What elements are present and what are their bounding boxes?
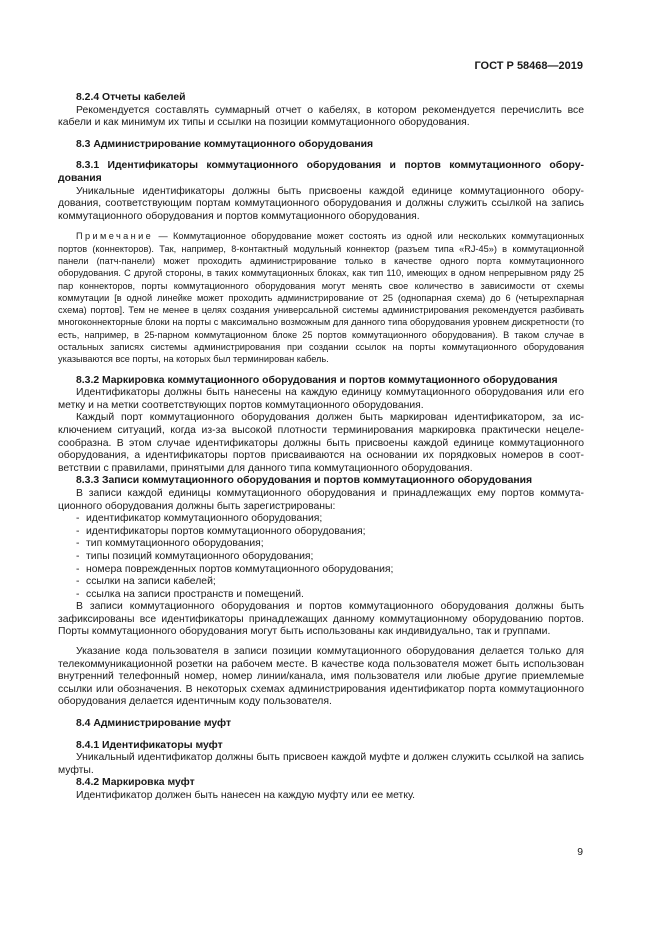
note-label: Примечание	[76, 231, 154, 242]
document-body	[58, 92, 584, 803]
section-8-3-2-paragraph-1: Идентификаторы должны быть нанесены на каждую единицу коммутационного оборудования или его метку и на метки соответствующих портов коммутационного оборудования.	[58, 387, 584, 411]
page-number: 9	[577, 847, 583, 858]
section-8-3-3-paragraph-2: В записи коммутационного оборудования и портов коммутационного оборудования должны быть зафиксированы все идентификаторы принадлежащих данному коммутационному оборудованию портов. Порты коммутационного оборудования могут быть использованы как индивидуально, так и группами.	[58, 601, 584, 638]
section-8-2-4-title: 8.2.4 Отчеты кабелей	[76, 92, 186, 103]
section-8-3-1-paragraph: Уникальные идентификаторы должны быть присвоены каждой единице коммутационного оборудования, соответствующим портам коммутационного оборудования и должны служить ссылкой на запись коммутационного оборудования и портов коммутационного оборудования.	[58, 185, 584, 222]
list-item: - ссылка на записи пространств и помещений.	[76, 589, 584, 602]
section-8-3-3-title: 8.3.3 Записи коммутационного оборудования и портов коммутационного оборудования	[76, 475, 533, 487]
note-text: — Коммутационное оборудование может состоять из одной или нескольких коммутационных портов (коннекторов). Так, например, 8-контактный модульный коннектор (разъем типа «RJ-45») в коммутационной панели (патч-панели) может проходить администрирование только в качестве одного порта коммутационного оборудования. С другой стороны, в таких коммутационных блоках, как тип 110, имеющих в одном непрерывном ряду 25 пар коннекторов, порты коммутационного оборудования могут менять свое количество в зависимости от схемы коммутации [в одной линейке может проходить администрирование от 25 (однопарная схема) до 6 (четырехпарная схема) портов]. Тем не менее в целях создания универсальной системы администрирования рекомендуется разбивать многоконнекторные блоки на порты с максимально возможным для данного типа оборудования уровнем дискретности (то есть, например, в 25-парном коммутационном блоке 25 портов коммутационного оборудования). В таком случае в остальных записях системы администрирования при создании ссылок на порты коммутационного оборудования указываются все порты, на которых был терминирован кабель.	[58, 231, 584, 365]
list-item: - идентификатор коммутационного оборудования;	[76, 513, 584, 526]
section-8-4-2-paragraph: Идентификатор должен быть нанесен на каждую муфту или ее метку.	[76, 790, 416, 802]
section-8-3-2-title: 8.3.2 Маркировка коммутационного оборудования и портов коммутационного оборудования	[76, 374, 558, 386]
list-item: - ссылки на записи кабелей;	[76, 576, 584, 589]
standard-number: ГОСТ Р 58468—2019	[474, 60, 583, 72]
section-8-3-title: 8.3 Администрирование коммутационного оборудования	[76, 138, 374, 150]
list-item: - тип коммутационного оборудования;	[76, 538, 584, 551]
section-8-4-title: 8.4 Администрирование муфт	[76, 718, 232, 730]
section-8-3-1-title: 8.3.1 Идентификаторы коммутационного оборудования и портов коммутационного оборудования	[58, 160, 584, 184]
section-8-3-2-paragraph-2: Каждый порт коммутационного оборудования должен быть маркирован идентификатором, за исключением ситуаций, когда из-за высокой плотности терминирования маркировка практически нецелесообразна. В этом случае идентификаторы должны быть присвоены каждой единице коммутационного оборудования, а идентификаторы портов присваиваются на основании их порядковых номеров в соответствии с правилами, принятыми для данного типа коммутационного оборудования.	[58, 412, 584, 474]
section-8-4-1-title: 8.4.1 Идентификаторы муфт	[76, 739, 223, 751]
section-8-3-3-paragraph-1: В записи каждой единицы коммутационного оборудования и принадлежащих ему портов коммутационного оборудования должны быть зарегистрированы:	[58, 487, 584, 512]
list-item: - идентификаторы портов коммутационного оборудования;	[76, 526, 584, 539]
list-item: - номера поврежденных портов коммутационного оборудования;	[76, 564, 584, 577]
section-8-3-3-paragraph-3: Указание кода пользователя в записи позиции коммутационного оборудования делается только для телекоммуникационной розетки на рабочем месте. В качестве кода пользователя может быть использован внутренний телефонный номер, номер линии/канала, имя пользователя или любые другие приемлемые ссылки или обозначения. В некоторых схемах администрирования идентификатор порта коммутационного оборудования делается идентичным коду пользователя.	[58, 646, 584, 708]
note-paragraph	[58, 230, 584, 365]
section-8-2-4-paragraph: Рекомендуется составлять суммарный отчет о кабелях, в котором рекомендуется перечислить все кабели и как минимум их типы и ссылки на позиции коммутационного оборудования.	[58, 104, 584, 129]
records-list	[58, 513, 584, 601]
list-item: - типы позиций коммутационного оборудования;	[76, 551, 584, 564]
section-8-4-2-title: 8.4.2 Маркировка муфт	[76, 777, 195, 789]
section-8-4-1-paragraph: Уникальный идентификатор должны быть присвоен каждой муфте и должен служить ссылкой на запись муфты.	[58, 752, 584, 776]
